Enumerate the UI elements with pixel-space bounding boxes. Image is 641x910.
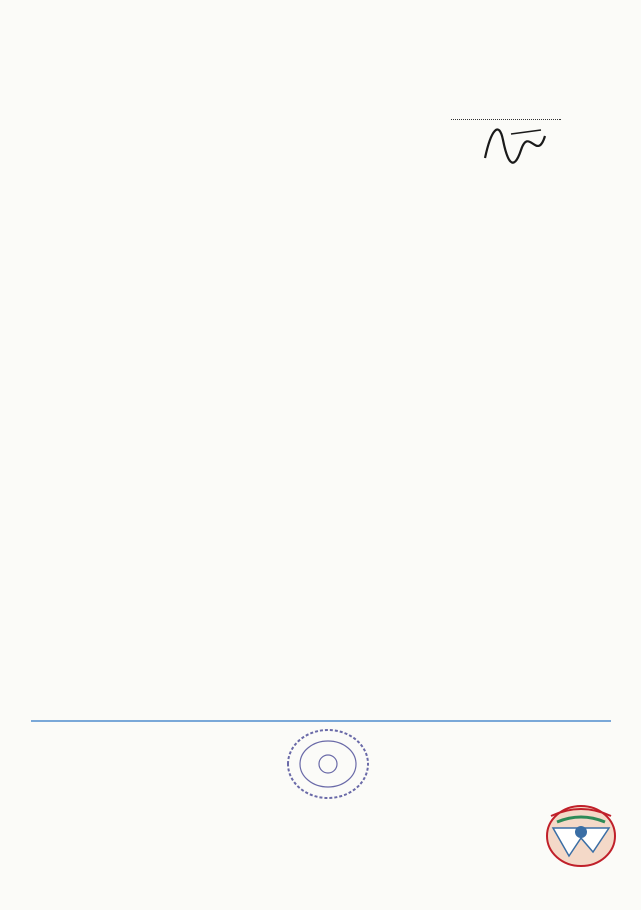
office-stamp-icon — [285, 726, 371, 802]
letterhead-divider — [31, 720, 611, 722]
signature-line — [451, 119, 561, 120]
handwritten-signature-icon — [481, 120, 551, 170]
nepal-coat-of-arms-icon — [543, 802, 619, 872]
